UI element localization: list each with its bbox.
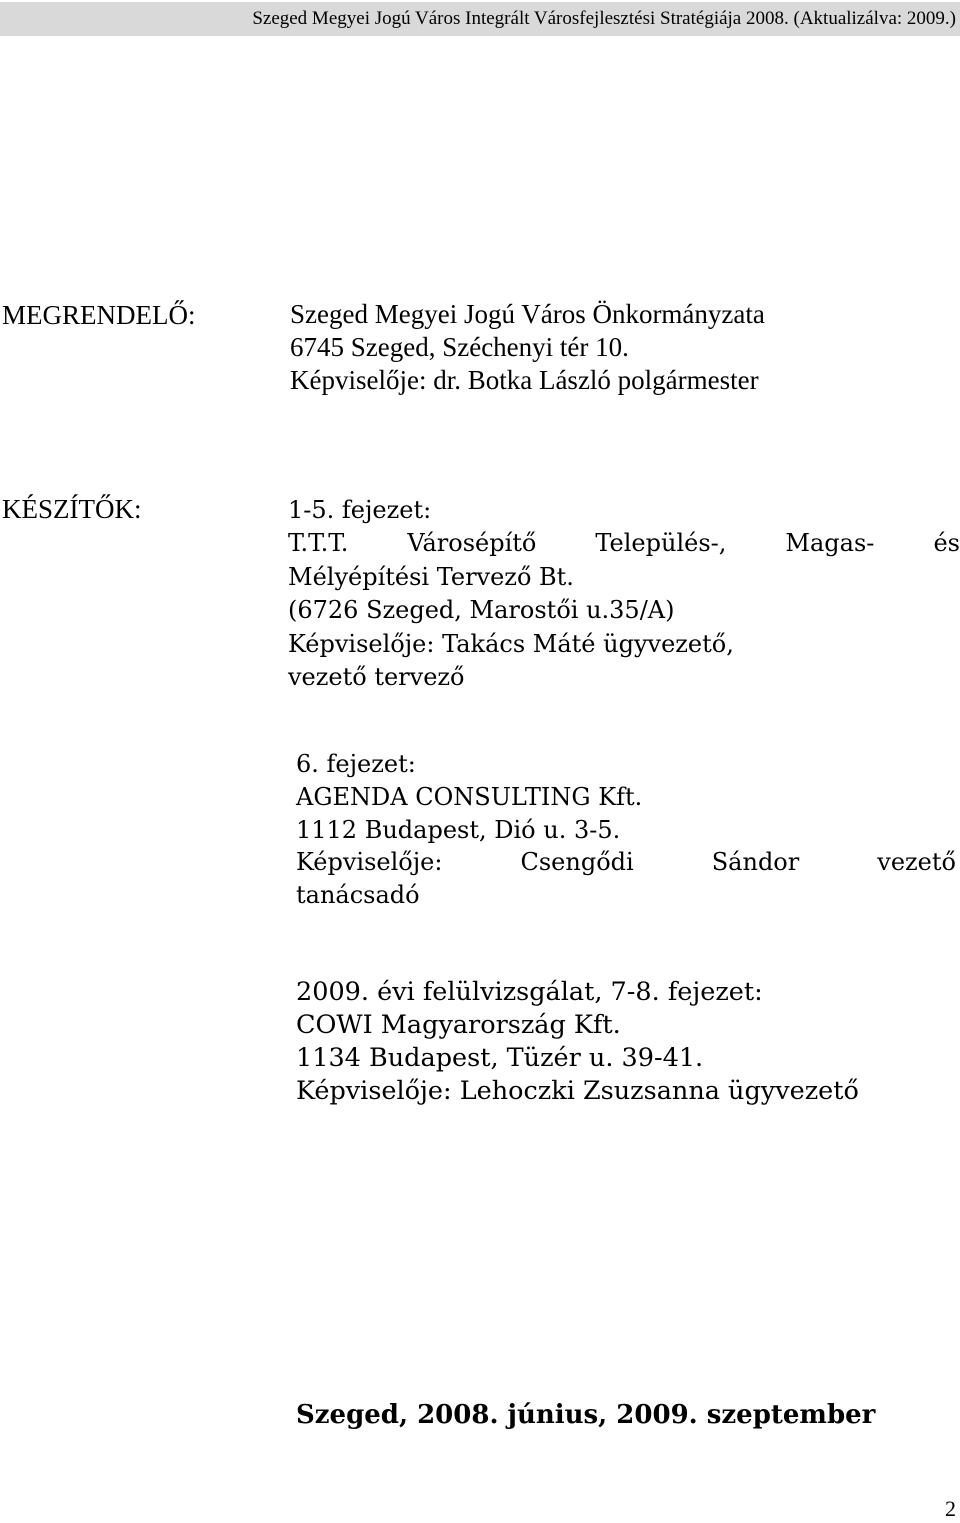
page-number: 2 — [945, 1496, 956, 1521]
maker-section-6 — [296, 748, 956, 912]
representative-word: vezető — [877, 848, 956, 877]
makers-label: KÉSZÍTŐK: — [2, 494, 142, 524]
company-address: 1134 Budapest, Tüzér u. 39-41. — [296, 1043, 704, 1073]
company-name-continued: Mélyépítési Tervező Bt. — [288, 562, 574, 591]
orderer-address: 6745 Szeged, Széchenyi tér 10. — [290, 332, 629, 362]
orderer-block — [290, 298, 930, 397]
company-representative: Képviselője: Lehoczki Zsuzsanna ügyvezető — [296, 1076, 859, 1106]
chapter-heading: 6. fejezet: — [296, 750, 416, 778]
company-word: és — [933, 529, 960, 558]
company-name-line — [288, 527, 960, 560]
representative-word: Képviselője: — [296, 848, 443, 877]
company-representative — [296, 846, 956, 879]
company-representative-title: vezető tervező — [288, 663, 465, 692]
company-representative: Képviselője: Takács Máté ügyvezető, — [288, 629, 734, 658]
company-word: Városépítő — [407, 529, 537, 558]
maker-section-1-5 — [288, 494, 960, 694]
company-name: COWI Magyarország Kft. — [296, 1010, 621, 1040]
maker-section-7-8 — [296, 976, 956, 1108]
company-word: Magas- — [785, 529, 875, 558]
orderer-representative: Képviselője: dr. Botka László polgármester — [290, 365, 759, 395]
chapter-heading: 1-5. fejezet: — [288, 496, 432, 524]
chapter-heading: 2009. évi felülvizsgálat, 7-8. fejezet: — [296, 977, 763, 1007]
company-representative-title: tanácsadó — [296, 881, 420, 910]
company-word: Település-, — [595, 529, 727, 558]
company-address: (6726 Szeged, Marostői u.35/A) — [288, 596, 675, 625]
company-name: AGENDA CONSULTING Kft. — [296, 782, 643, 811]
company-address: 1112 Budapest, Dió u. 3-5. — [296, 815, 621, 844]
representative-word: Csengődi — [520, 848, 634, 877]
representative-word: Sándor — [711, 848, 800, 877]
company-word: T.T.T. — [288, 529, 349, 558]
running-header: Szeged Megyei Jogú Város Integrált Városfejlesztési Stratégiája 2008. (Aktualizálva: 2009.) — [0, 2, 960, 36]
orderer-name: Szeged Megyei Jogú Város Önkormányzata — [290, 299, 765, 329]
orderer-label: MEGRENDELŐ: — [2, 300, 196, 330]
place-and-date: Szeged, 2008. június, 2009. szeptember — [296, 1400, 876, 1430]
